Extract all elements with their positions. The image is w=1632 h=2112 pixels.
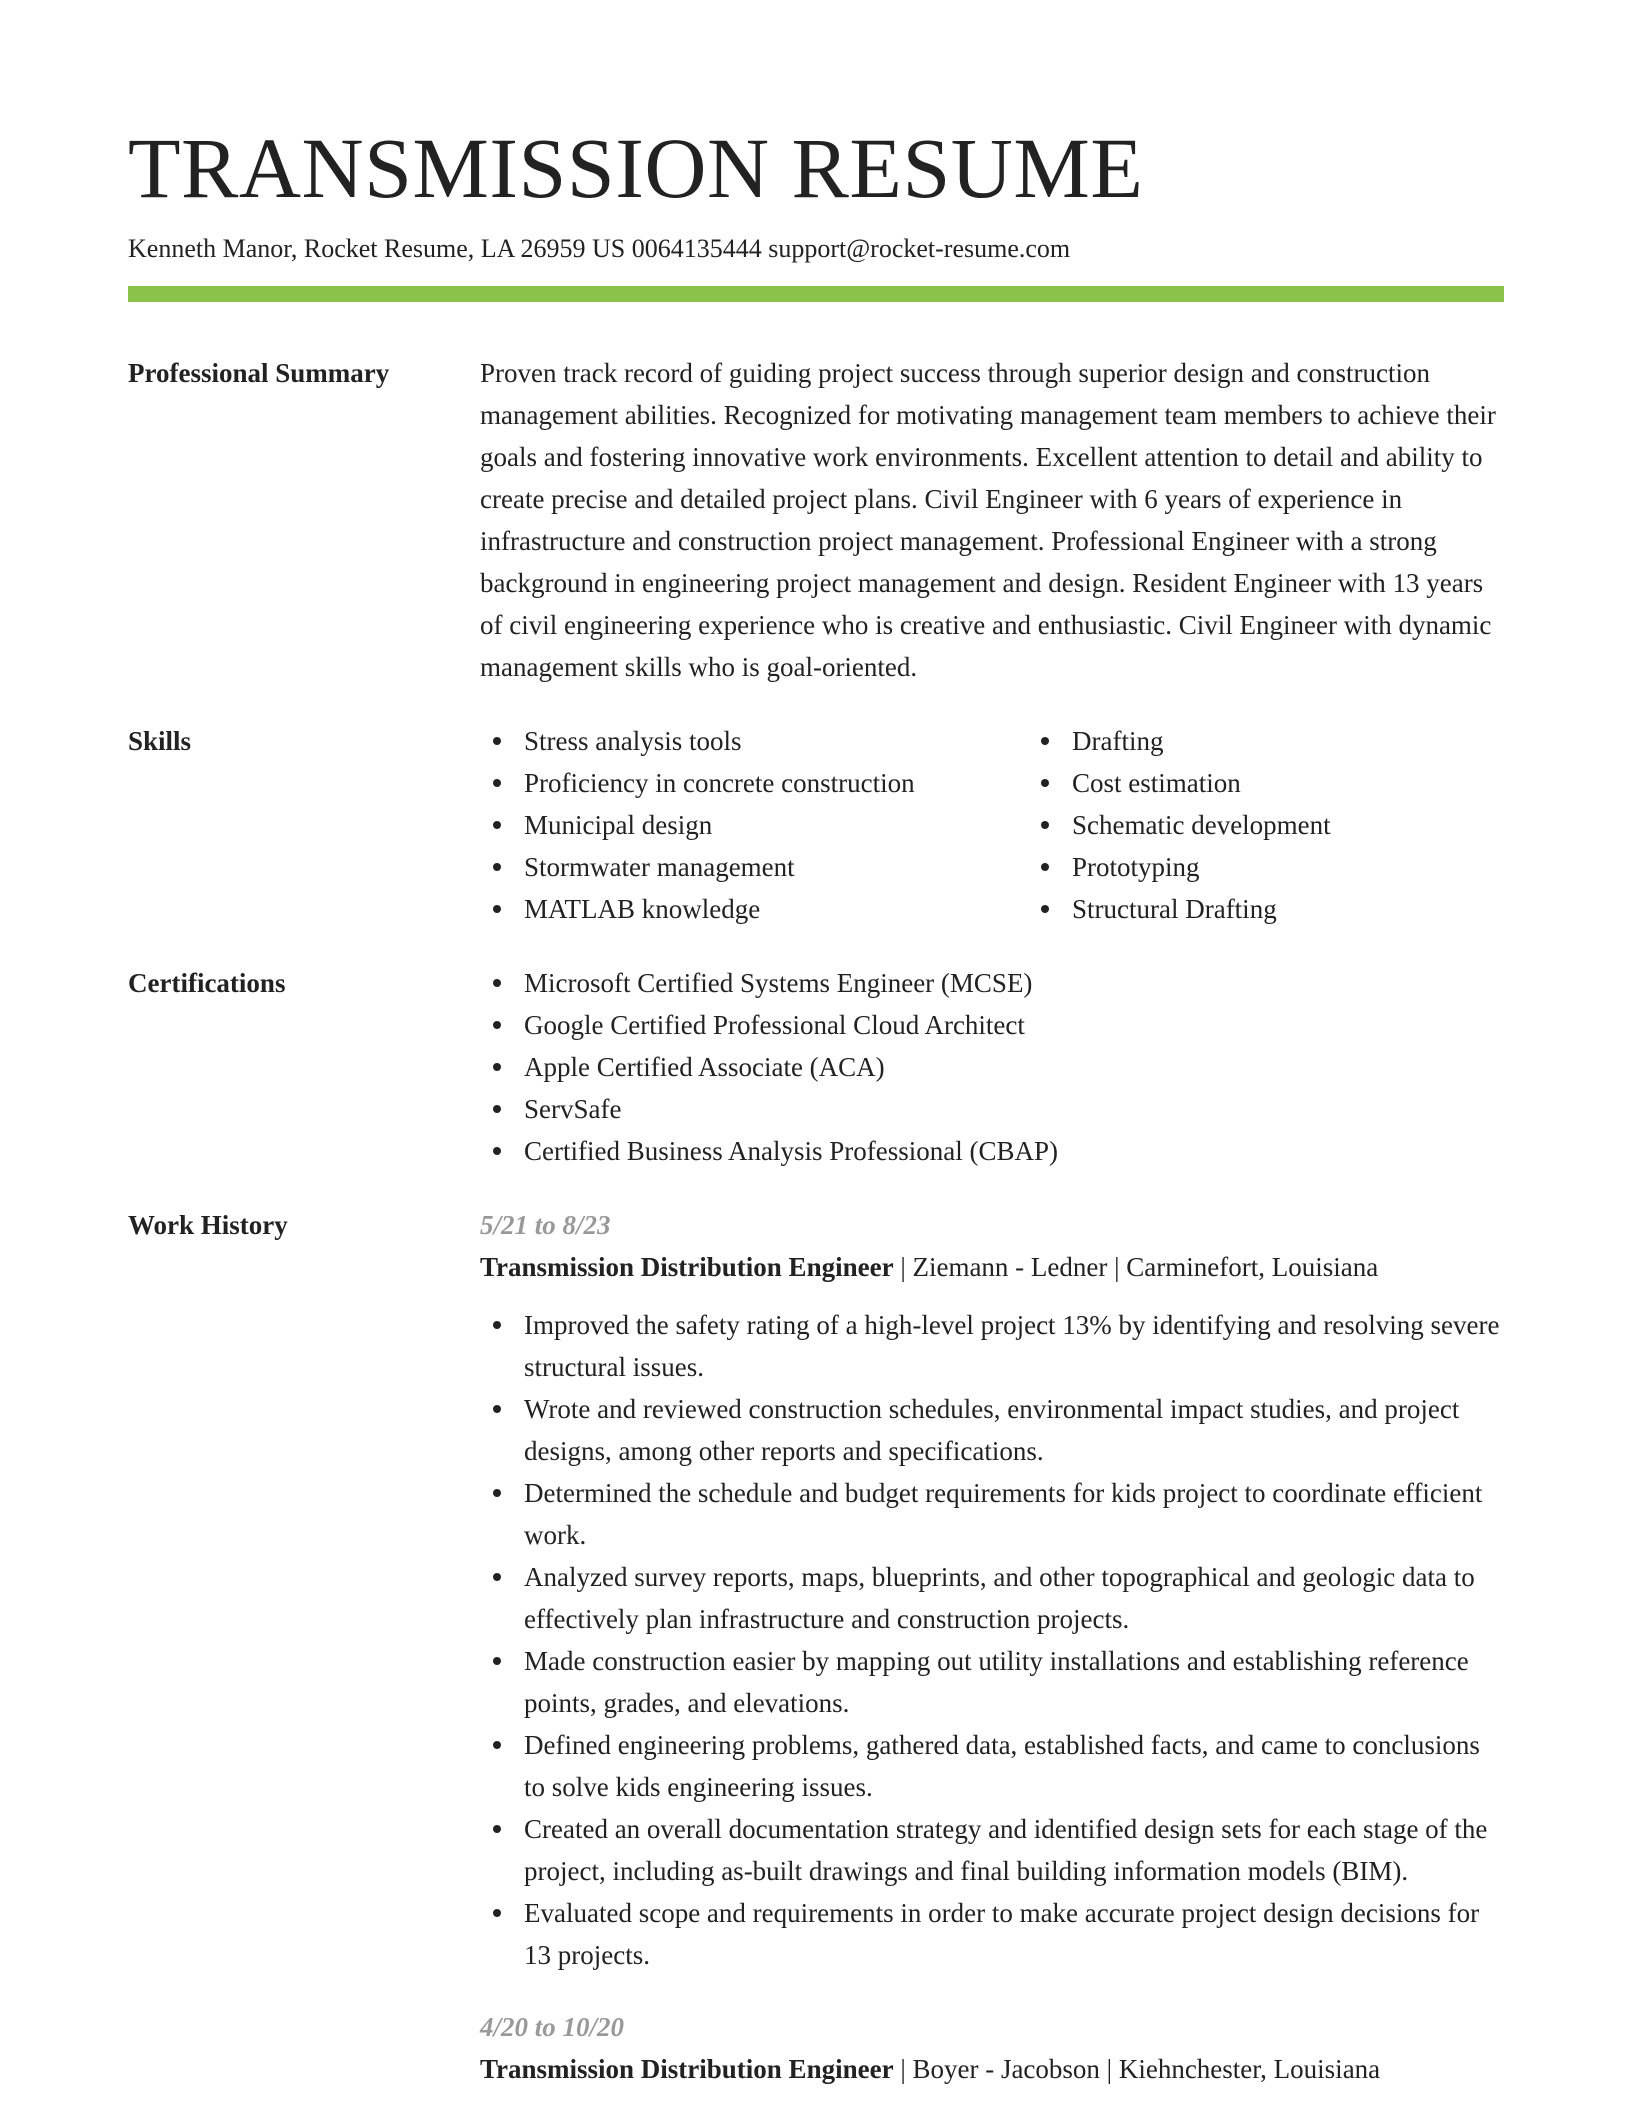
list-item: Schematic development [1072,804,1576,846]
list-item: Apple Certified Associate (ACA) [524,1046,1504,1088]
skills-columns [480,720,1576,930]
job-heading [480,1246,1504,1288]
bullet-icon [493,1657,501,1665]
list-item: Drafting [1072,720,1576,762]
bullet-icon [493,1741,501,1749]
list-item: Microsoft Certified Systems Engineer (MCSE) [524,962,1504,1004]
list-item: Stress analysis tools [524,720,1028,762]
summary-section [128,352,1504,688]
bullet-icon [493,1147,501,1155]
bullet-icon [1041,905,1049,913]
job-heading [480,2048,1504,2090]
job-title: Transmission Distribution Engineer [480,1252,894,1282]
bullet-icon [493,905,501,913]
list-item: Wrote and reviewed construction schedules, environmental impact studies, and project designs, among other reports and specifications. [524,1388,1504,1472]
summary-text: Proven track record of guiding project success through superior design and construction management abilities. Recognized for motivating management team members to achieve their goals and fostering innovative work environments. Excellent attention to detail and ability to create precise and detailed project plans. Civil Engineer with 6 years of experience in infrastructure and construction project management. Professional Engineer with a strong background in engineering project management and design. Resident Engineer with 13 years of civil engineering experience who is creative and enthusiastic. Civil Engineer with dynamic management skills who is goal-oriented. [480,358,1496,682]
list-item: Prototyping [1072,846,1576,888]
section-label-work: Work History [128,1210,288,1240]
work-history-body [480,1204,1504,2106]
section-label-skills: Skills [128,726,192,756]
bullet-icon [1041,821,1049,829]
bullet-icon [493,821,501,829]
skills-list-right [1028,720,1576,930]
bullet-icon [493,1573,501,1581]
bullet-icon [493,1105,501,1113]
list-item: ServSafe [524,1088,1504,1130]
bullet-icon [493,1405,501,1413]
job-bullets [480,1304,1504,1976]
skills-list-left [480,720,1028,930]
list-item: Cost estimation [1072,762,1576,804]
list-item: Municipal design [524,804,1028,846]
job-entry [480,1204,1504,1976]
section-label-certifications: Certifications [128,968,286,998]
list-item: Analyzed survey reports, maps, blueprints, and other topographical and geologic data to effectively plan infrastructure and construction projects. [524,1556,1504,1640]
bullet-icon [493,1063,501,1071]
bullet-icon [493,1489,501,1497]
contact-line: Kenneth Manor, Rocket Resume, LA 26959 US 0064135444 support@rocket-resume.com [128,234,1071,263]
list-item: Made construction easier by mapping out utility installations and establishing reference points, grades, and elevations. [524,1640,1504,1724]
bullet-icon [493,1825,501,1833]
resume-title: TRANSMISSION RESUME [128,120,1144,216]
job-entry [480,2006,1504,2090]
work-history-section [128,1204,1504,2106]
list-item: Determined the schedule and budget requirements for kids project to coordinate efficient work. [524,1472,1504,1556]
section-label-summary: Professional Summary [128,358,390,388]
certifications-section [128,962,1504,1172]
skills-section [128,720,1504,930]
list-item: Proficiency in concrete construction [524,762,1028,804]
list-item: Stormwater management [524,846,1028,888]
list-item: Google Certified Professional Cloud Architect [524,1004,1504,1046]
bullet-icon [493,737,501,745]
bullet-icon [1041,779,1049,787]
bullet-icon [493,1321,501,1329]
bullet-icon [493,863,501,871]
job-dates: 4/20 to 10/20 [480,2012,625,2042]
list-item: Certified Business Analysis Professional (CBAP) [524,1130,1504,1172]
bullet-icon [1041,863,1049,871]
job-dates: 5/21 to 8/23 [480,1210,611,1240]
resume-page [128,118,1504,2106]
list-item: Improved the safety rating of a high-level project 13% by identifying and resolving severe structural issues. [524,1304,1504,1388]
bullet-icon [1041,737,1049,745]
list-item: MATLAB knowledge [524,888,1028,930]
bullet-icon [493,1909,501,1917]
bullet-icon [493,979,501,987]
list-item: Defined engineering problems, gathered data, established facts, and came to conclusions to solve kids engineering issues. [524,1724,1504,1808]
list-item: Created an overall documentation strategy and identified design sets for each stage of the project, including as-built drawings and final building information models (BIM). [524,1808,1504,1892]
bullet-icon [493,1021,501,1029]
list-item: Evaluated scope and requirements in order to make accurate project design decisions for 13 projects. [524,1892,1504,1976]
accent-divider [128,286,1504,302]
certifications-list [480,962,1504,1172]
job-details: | Boyer - Jacobson | Kiehnchester, Louisiana [893,2054,1381,2084]
bullet-icon [493,779,501,787]
job-title: Transmission Distribution Engineer [480,2054,894,2084]
job-details: | Ziemann - Ledner | Carminefort, Louisiana [893,1252,1379,1282]
list-item: Structural Drafting [1072,888,1576,930]
